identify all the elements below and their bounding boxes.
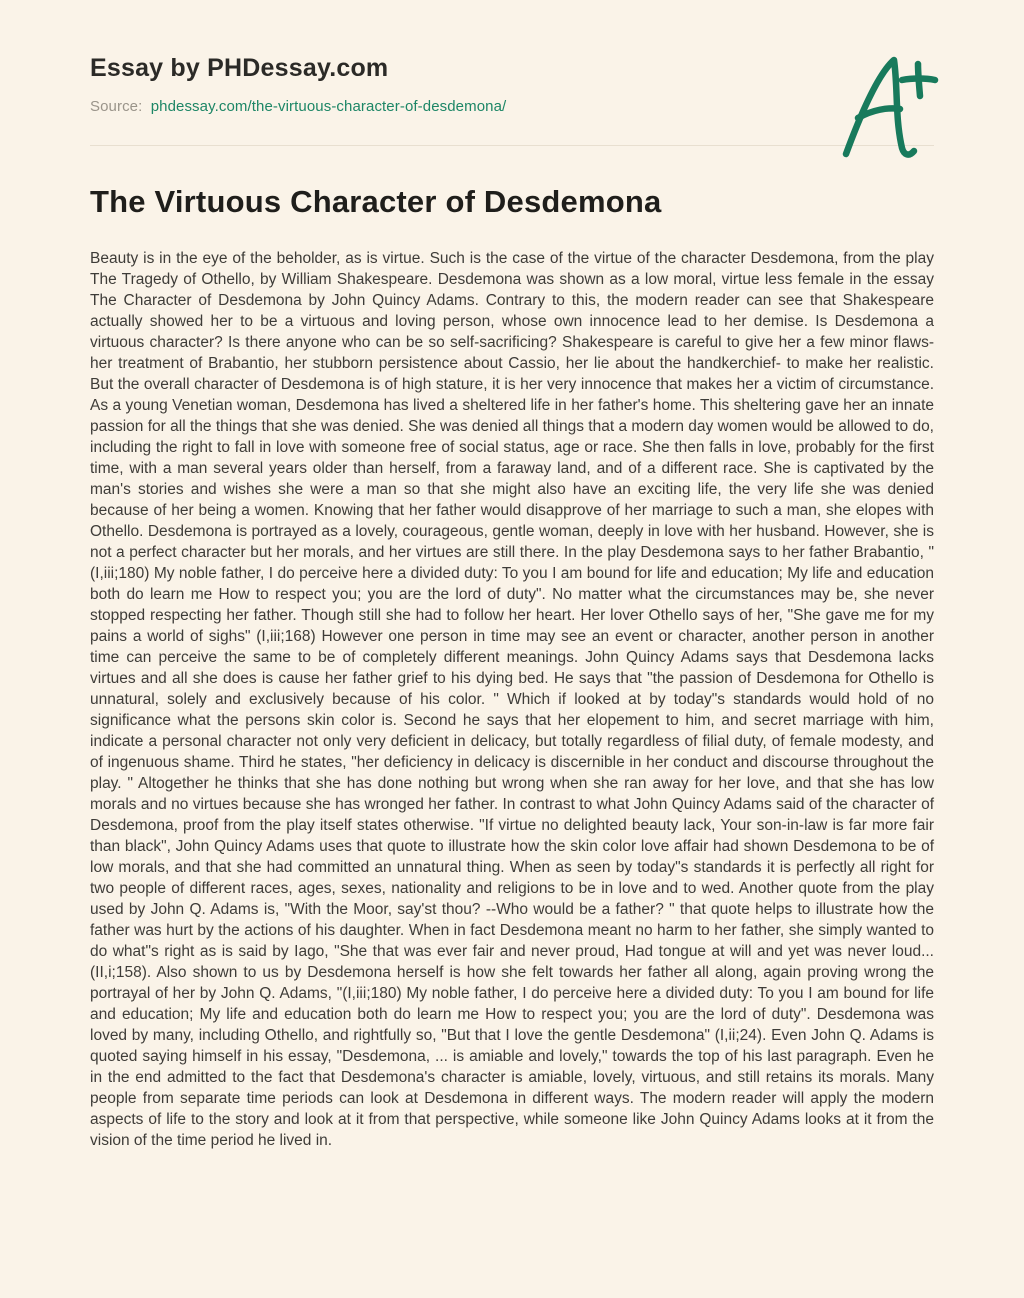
a-plus-logo	[836, 52, 940, 162]
brand-title: Essay by PHDessay.com	[90, 54, 389, 82]
page-header	[90, 54, 934, 115]
source-link[interactable]: phdessay.com/the-virtuous-character-of-desdemona/	[150, 98, 507, 115]
header-divider	[90, 145, 934, 146]
source-label: Source:	[90, 98, 143, 115]
source-line	[90, 98, 814, 115]
essay-title: The Virtuous Character of Desdemona	[90, 184, 662, 219]
essay-body: Beauty is in the eye of the beholder, as is virtue. Such is the case of the virtue of the character Desdemona, from the play The Tragedy of Othello, by William Shakespeare. Desdemona was shown as a low moral, virtue less female in the essay The Character of Desdemona by John Quincy Adams. Contrary to this, the modern reader can see that Shakespeare actually showed her to be a virtuous and loving person, whose own innocence lead to her demise. Is Desdemona a virtuous character? Is there anyone who can be so self-sacrificing? Shakespeare is careful to give her a few minor flaws- her treatment of Brabantio, her stubborn persistence about Cassio, her lie about the handkerchief- to make her realistic. But the overall character of Desdemona is of high stature, it is her very innocence that makes her a victim of circumstance. As a young Venetian woman, Desdemona has lived a sheltered life in her father's home. This sheltering gave her an innate passion for all the things that she was denied. She was denied all things that a modern day women would be allowed to do, including the right to fall in love with someone free of social status, age or race. She then falls in love, probably for the first time, with a man several years older than herself, from a faraway land, and of a different race. She is captivated by the man's stories and wishes she were a man so that she might also have an exciting life, the very life she was denied because of her being a women. Knowing that her father would disapprove of her marriage to such a man, she elopes with Othello. Desdemona is portrayed as a lovely, courageous, gentle woman, deeply in love with her husband. However, she is not a perfect character but her morals, and her virtues are still there. In the play Desdemona says to her father Brabantio, "(I,iii;180) My noble father, I do perceive here a divided duty: To you I am bound for life and education; My life and education both do learn me How to respect you; you are the lord of duty". No matter what the circumstances may be, she never stopped respecting her father. Though still she had to follow her heart. Her lover Othello says of her, "She gave me for my pains a world of sighs" (I,iii;168) However one person in time may see an event or character, another person in another time can perceive the same to be of completely different meanings. John Quincy Adams says that Desdemona lacks virtues and all she does is cause her father grief to his dying bed. He says that "the passion of Desdemona for Othello is unnatural, solely and exclusively because of his color. " Which if looked at by today"s standards would hold of no significance what the persons skin color is. Second he says that her elopement to him, and secret marriage with him, indicate a personal character not only very deficient in delicacy, but totally regardless of filial duty, of female modesty, and of ingenuous shame. Third he states, "her deficiency in delicacy is discernible in her conduct and discourse throughout the play. " Altogether he thinks that she has done nothing but wrong when she ran away for her love, and that she has low morals and no virtues because she has wronged her father. In contrast to what John Quincy Adams said of the character of Desdemona, proof from the play itself states otherwise. "If virtue no delighted beauty lack, Your son-in-law is far more fair than black", John Quincy Adams uses that quote to illustrate how the skin color love affair had shown Desdemona to be of low morals, and that she had committed an unnatural thing. When as seen by today"s standards it is perfectly all right for two people of different races, ages, sexes, nationality and religions to be in love and to wed. Another quote from the play used by John Q. Adams is, "With the Moor, say'st thou? --Who would be a father? " that quote helps to illustrate how the father was hurt by the actions of his daughter. When in fact Desdemona meant no harm to her father, she simply wanted to do what"s right as is said by Iago, "She that was ever fair and never proud, Had tongue at will and yet was never loud... (II,i;158). Also shown to us by Desdemona herself is how she felt towards her father all along, again proving wrong the portrayal of her by John Q. Adams, "(I,iii;180) My noble father, I do perceive here a divided duty: To you I am bound for life and education; My life and education both do learn me How to respect you; you are the lord of duty". Desdemona was loved by many, including Othello, and rightfully so, "But that I love the gentle Desdemona" (I,ii;24). Even John Q. Adams is quoted saying himself in his essay, "Desdemona, ... is amiable and lovely," towards the top of his last paragraph. Even he in the end admitted to the fact that Desdemona's character is amiable, lovely, virtuous, and still retains its morals. Many people from separate time periods can look at Desdemona in different ways. The modern reader will apply the modern aspects of life to the story and look at it from that perspective, while someone like John Quincy Adams looks at it from the vision of the time period he lived in.	[90, 250, 934, 1149]
